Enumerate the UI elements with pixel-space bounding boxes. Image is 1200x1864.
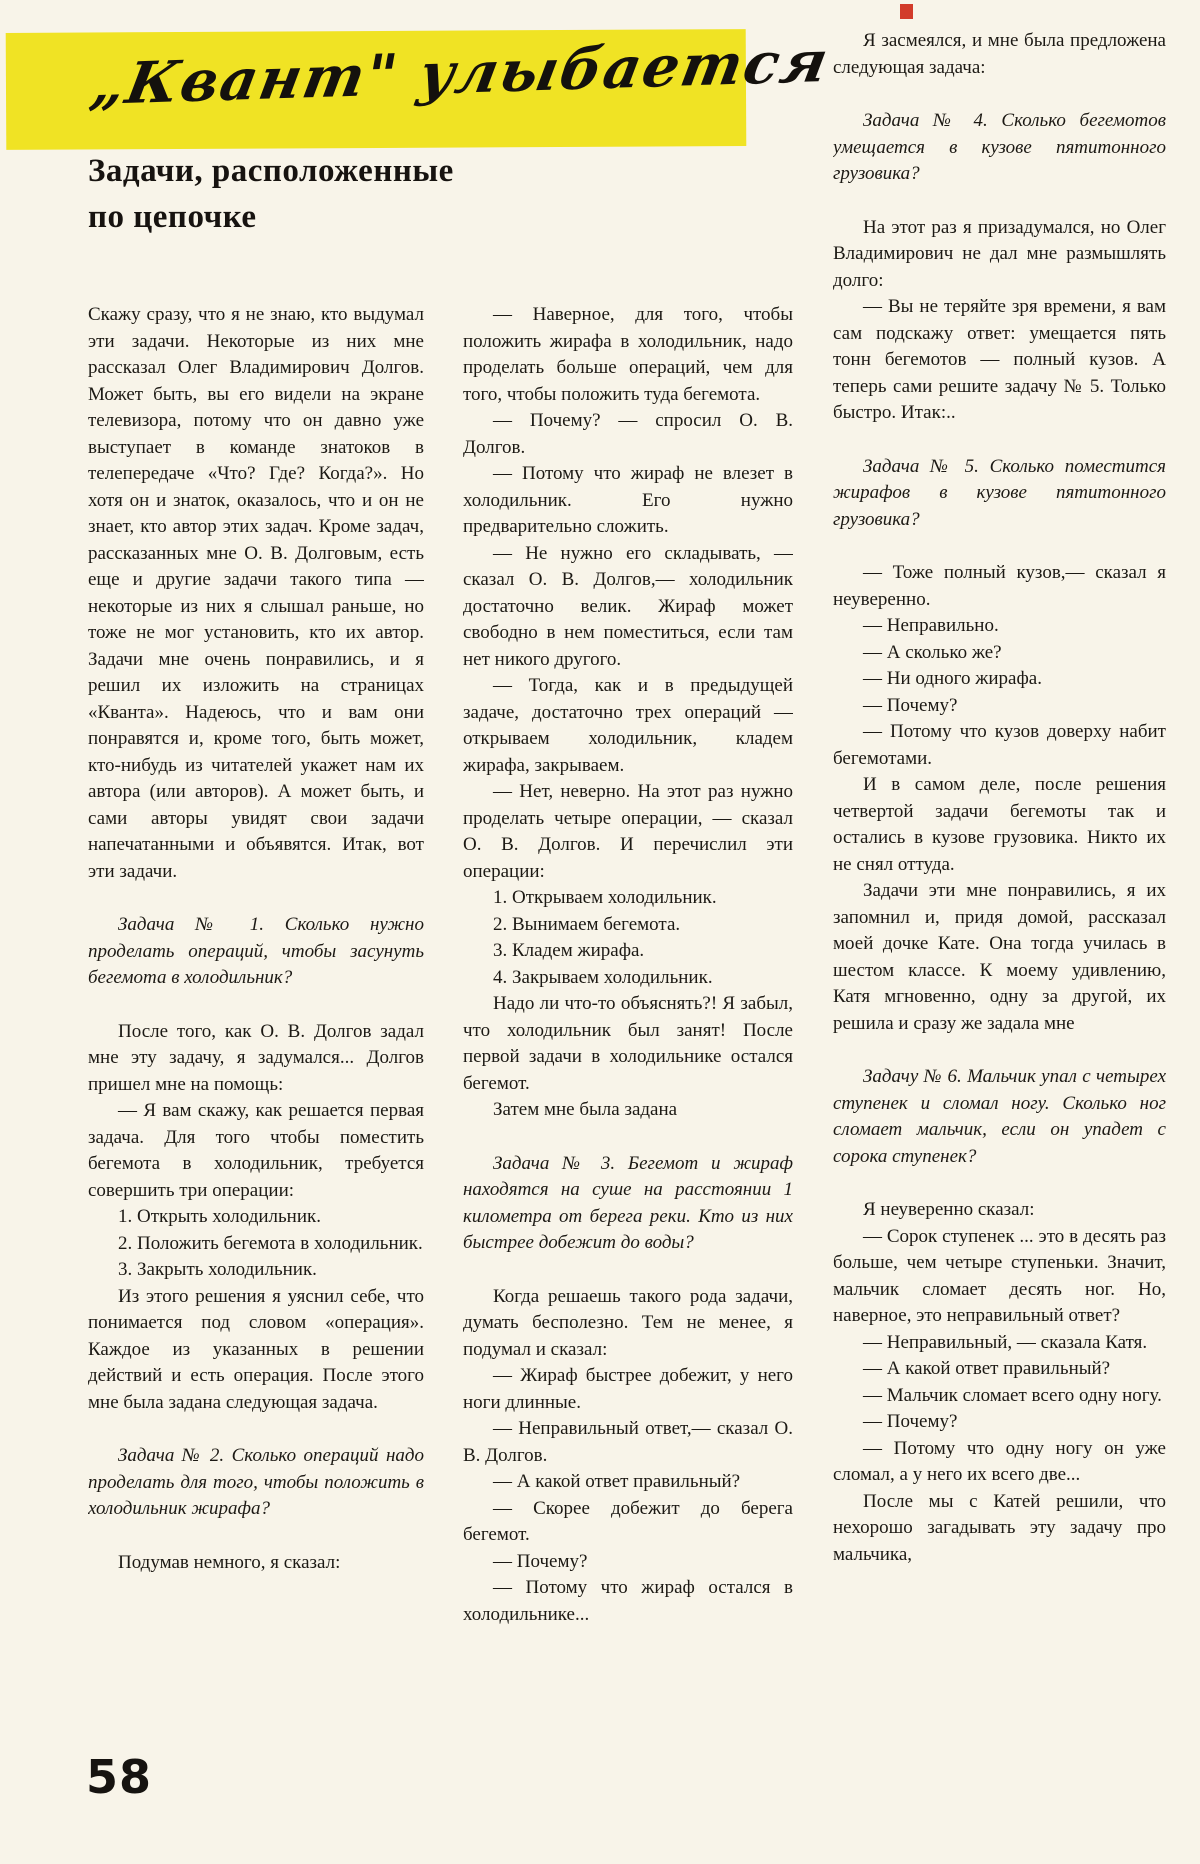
task-statement-paragraph: Задача № 5. Сколько поместится жирафов в кузове пятитонного грузовика? [833,455,1166,530]
body-paragraph: После мы с Катей решили, что нехорошо загадывать эту задачу про мальчика, [833,1490,1166,1565]
body-paragraph: — Ни одного жирафа. [863,668,1042,689]
body-paragraph: Подумав немного, я сказал: [118,1551,341,1573]
body-paragraph: — Наверное, для того, чтобы положить жирафа в холодильник, надо проделать больше операций, чем для того, чтобы положить туда бегемота. [463,304,793,405]
body-paragraph: Я засмеялся, и мне была предложена следующая задача: [833,30,1166,78]
body-paragraph: 1. Открываем холодильник. [493,887,717,908]
body-paragraph: — Почему? [863,1411,958,1432]
body-paragraph: На этот раз я призадумался, но Олег Владимирович не дал мне размышлять долго: [833,216,1166,291]
text-column-1 [88,302,424,1744]
body-paragraph: — Потому что кузов доверху набит бегемотами. [833,721,1166,769]
registration-mark [900,4,913,19]
body-paragraph: — Жираф быстрее добежит, у него ноги длинные. [463,1365,793,1413]
body-paragraph: 2. Вынимаем бегемота. [493,913,681,935]
body-paragraph: Затем мне была задана [493,1099,678,1120]
body-paragraph: — Неправильный ответ,— сказал О. В. Долгов. [463,1418,793,1466]
body-paragraph: И в самом деле, после решения четвертой задачи бегемоты так и остались в кузове грузовика. Никто их не снял оттуда. [833,774,1166,875]
body-paragraph: — Почему? [863,694,958,716]
body-paragraph: — Я вам скажу, как решается первая задача. Для того чтобы поместить бегемота в холодильник, требуется совершить три операции: [88,1100,424,1201]
body-paragraph: — Скорее добежит до берега бегемот. [463,1497,793,1545]
task-statement-paragraph: Задача № 4. Сколько бегемотов умещается в кузове пятитонного грузовика? [833,110,1166,184]
body-paragraph: 3. Кладем жирафа. [493,940,645,961]
body-paragraph: — Тоже полный кузов,— сказал я неуверенно. [833,562,1166,610]
body-paragraph: — Неправильный, — сказала Катя. [863,1331,1148,1353]
body-paragraph: Когда решаешь такого рода задачи, думать бесполезно. Тем не менее, я подумал и сказал: [463,1285,793,1360]
article-title [88,149,454,240]
body-paragraph: — Сорок ступенек ... это в десять раз больше, чем четыре ступеньки. Значит, мальчик сломает десять ног. Но, наверное, это неправильный ответ? [833,1225,1166,1326]
body-paragraph: — А сколько же? [863,641,1002,663]
body-paragraph: — Нет, неверно. На этот раз нужно проделать четыре операции, — сказал О. В. Долгов. И перечислил эти операции: [463,781,793,882]
article-title-line2: по цепочке [88,198,257,235]
text-column-2 [463,302,793,1744]
body-paragraph: — Потому что жираф не влезет в холодильник. Его нужно предварительно сложить. [463,463,793,537]
task-statement-paragraph: Задачу № 6. Мальчик упал с четырех ступенек и сломал ногу. Сколько ног сломает мальчик, если он упадет с сорока ступенек? [833,1066,1166,1167]
body-paragraph: — Мальчик сломает всего одну ногу. [863,1384,1162,1406]
task-statement-paragraph: Задача № 1. Сколько нужно проделать операций, чтобы засунуть бегемота в холодильник? [88,914,424,988]
body-paragraph: Из этого решения я уяснил себе, что понимается под словом «операция». Каждое из указанных в решении действий и есть операция. После этого мне была задана следующая задача. [88,1285,424,1413]
text-column-3 [833,28,1166,1744]
body-paragraph: 1. Открыть холодильник. [118,1206,321,1227]
body-paragraph: 2. Положить бегемота в холодильник. [118,1232,423,1254]
body-paragraph: — Почему? [493,1550,588,1572]
body-paragraph: — А какой ответ правильный? [863,1358,1111,1379]
body-paragraph: 3. Закрыть холодильник. [118,1259,317,1280]
task-statement-paragraph: Задача № 2. Сколько операций надо проделать для того, чтобы положить в холодильник жирафа? [88,1445,424,1519]
body-paragraph: — Неправильно. [863,615,999,636]
body-paragraph: Задачи эти мне понравились, я их запомнил и, придя домой, рассказал моей дочке Кате. Она тогда училась в шестом классе. К моему удивлению, Катя мгновенно, одну за другой, их решила и сразу же задала мне [833,880,1166,1034]
body-paragraph: Надо ли что-то объяснять?! Я забыл, что холодильник был занят! После первой задачи в холодильнике остался бегемот. [463,993,793,1094]
body-paragraph: После того, как О. В. Долгов задал мне эту задачу, я задумался... Долгов пришел мне на помощь: [88,1020,424,1095]
banner-script-text: „Квант" улыбается [85,28,835,119]
body-paragraph: — Тогда, как и в предыдущей задаче, достаточно трех операций — открываем холодильник, кладем жирафа, закрываем. [463,675,793,776]
body-paragraph: — Потому что одну ногу он уже сломал, а у него их всего две... [833,1437,1166,1485]
body-paragraph: Скажу сразу, что я не знаю, кто выдумал эти задачи. Некоторые из них мне рассказал Олег Владимирович Долгов. Может быть, вы его видели на экране телевизора, потому что он давно уже выступает в команде знатоков в телепередаче «Что? Где? Когда?». Но хотя он и знаток, оказалось, что и он не знает, кто автор этих задач. Кроме задач, рассказанных мне О. В. Долговым, есть еще и другие задачи такого типа — некоторые из них я слышал раньше, но тоже не мог установить, кто их автор. Задачи мне очень понравились, и я решил их изложить на страницах «Кванта». Надеюсь, что и вам они понравятся и, кроме того, быть может, кто-нибудь из читателей укажет нам их автора (или авторов). А может быть, и сами авторы увидят свои задачи напечатанными и объявятся. Итак, вот эти задачи. [88,304,424,882]
body-paragraph: — Вы не теряйте зря времени, я вам сам подскажу ответ: умещается пять тонн бегемотов — полный кузов. А теперь сами решите задачу № 5. Только быстро. Итак:.. [833,296,1166,423]
body-paragraph: 4. Закрываем холодильник. [493,966,713,988]
body-paragraph: — Не нужно его складывать, — сказал О. В. Долгов,— холодильник достаточно велик. Жираф может свободно в нем поместиться, если там нет никого другого. [463,542,793,670]
page-number: 58 [86,1750,153,1804]
article-title-line1: Задачи, расположенные [88,153,454,189]
body-paragraph: — А какой ответ правильный? [493,1471,741,1492]
body-paragraph: — Почему? — спросил О. В. Долгов. [463,410,793,458]
kvant-smiles-banner [6,28,835,150]
task-statement-paragraph: Задача № 3. Бегемот и жираф находятся на суше на расстоянии 1 километра от берега реки. Кто из них быстрее добежит до воды? [463,1152,793,1253]
body-paragraph: — Потому что жираф остался в холодильнике... [463,1577,793,1625]
body-paragraph: Я неуверенно сказал: [863,1199,1035,1220]
